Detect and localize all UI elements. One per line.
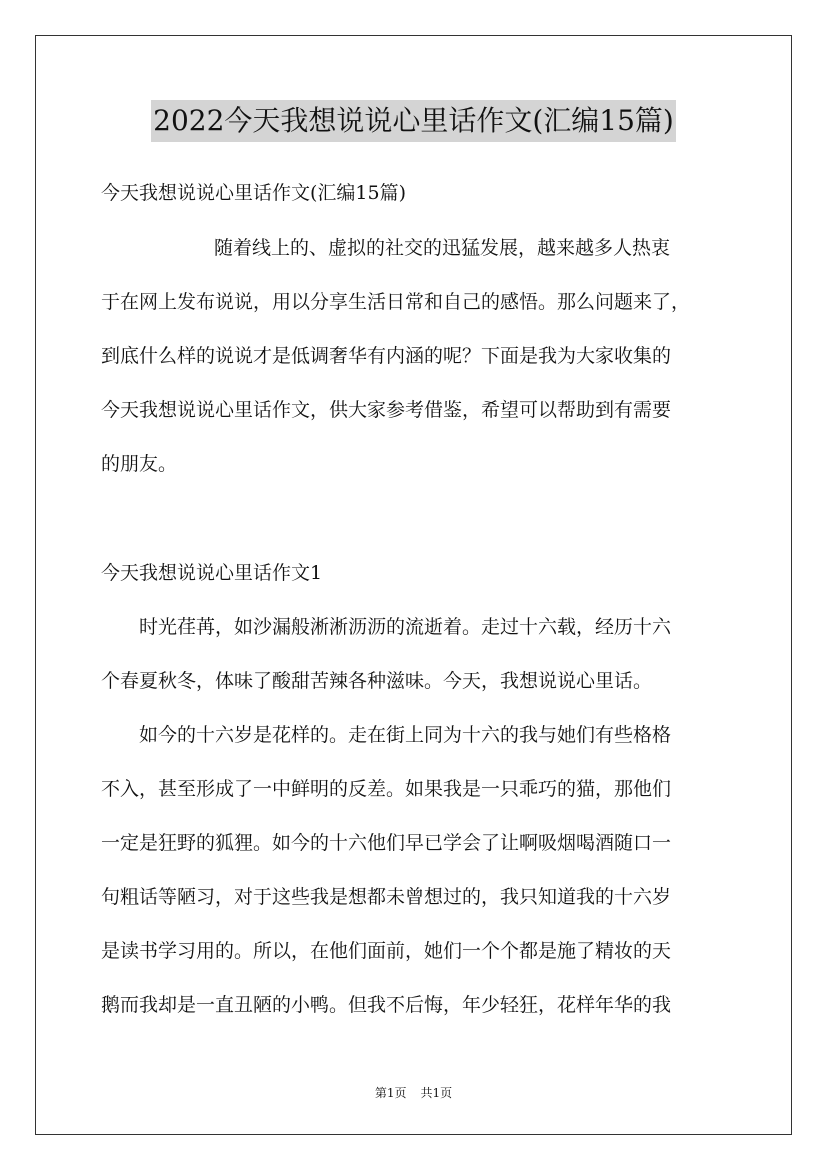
intro-line: 随着线上的、虚拟的社交的迅猛发展，越来越多人热衷	[214, 237, 671, 259]
paragraph-line: 个春夏秋冬，体味了酸甜苦辣各种滋味。今天，我想说说心里话。	[101, 670, 653, 692]
paragraph-line: 鹅而我却是一直丑陋的小鸭。但我不后悔，年少轻狂，花样年华的我	[101, 994, 672, 1016]
intro-line: 今天我想说说心里话作文，供大家参考借鉴，希望可以帮助到有需要	[101, 399, 672, 421]
paragraph-line: 不入，甚至形成了一中鲜明的反差。如果我是一只乖巧的猫，那他们	[101, 778, 672, 800]
title-container	[0, 100, 827, 142]
intro-line: 到底什么样的说说才是低调奢华有内涵的呢？下面是我为大家收集的	[101, 345, 672, 367]
paragraph-line: 如今的十六岁是花样的。走在街上同为十六的我与她们有些格格	[139, 724, 672, 746]
intro-line: 的朋友。	[101, 453, 178, 475]
page-footer	[0, 1085, 827, 1101]
paragraph-line: 一定是狂野的狐狸。如今的十六他们早已学会了让啊吸烟喝酒随口一	[101, 832, 672, 854]
section-heading: 今天我想说说心里话作文1	[101, 562, 323, 584]
paragraph-line: 是读书学习用的。所以，在他们面前，她们一个个都是施了精妆的天	[101, 940, 672, 962]
page-number: 第1页	[374, 1086, 407, 1100]
document-subtitle: 今天我想说说心里话作文(汇编15篇)	[101, 182, 407, 204]
paragraph-line: 句粗话等陋习，对于这些我是想都未曾想过的，我只知道我的十六岁	[101, 886, 672, 908]
intro-line: 于在网上发布说说，用以分享生活日常和自己的感悟。那么问题来了，	[101, 291, 691, 313]
page-total: 共1页	[420, 1086, 453, 1100]
paragraph-line: 时光荏苒，如沙漏般淅淅沥沥的流逝着。走过十六载，经历十六	[139, 616, 672, 638]
document-title: 2022今天我想说说心里话作文(汇编15篇)	[151, 100, 676, 142]
